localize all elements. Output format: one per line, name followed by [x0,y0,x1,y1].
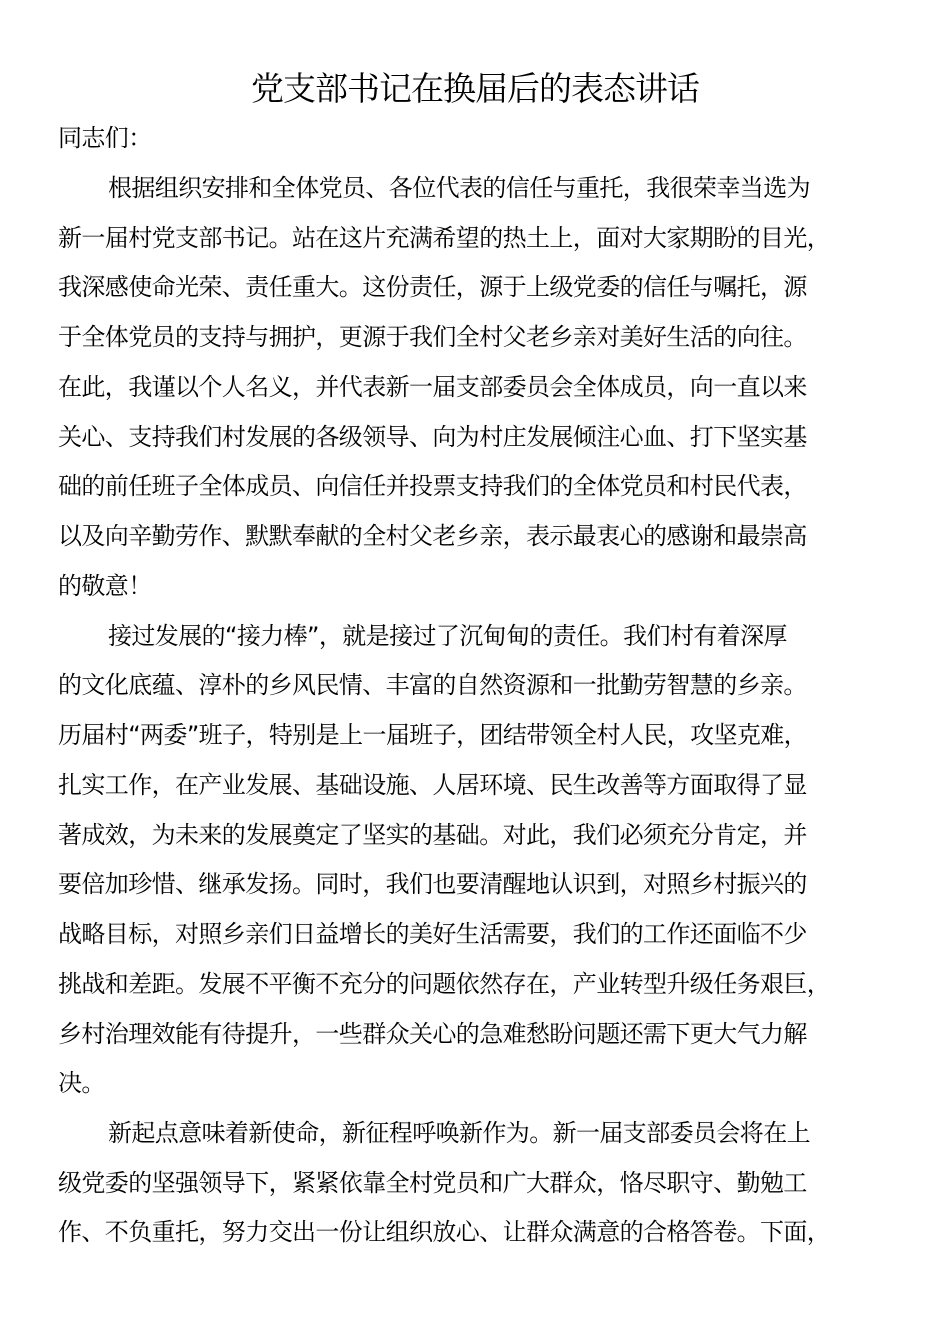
text-line: 新一届村党支部书记。站在这片充满希望的热土上，面对大家期盼的目光， [58,224,831,252]
text-line: 挑战和差距。发展不平衡不充分的问题依然存在，产业转型升级任务艰巨， [58,970,831,998]
text-line: 以及向辛勤劳作、默默奉献的全村父老乡亲，表示最衷心的感谢和最崇高 [58,522,807,550]
text-line: 作、不负重托，努力交出一份让组织放心、让群众满意的合格答卷。下面， [58,1218,831,1246]
document-title: 党支部书记在换届后的表态讲话 [251,69,699,108]
text-line: 础的前任班子全体成员、向信任并投票支持我们的全体党员和村民代表， [58,472,807,500]
text-line: 的文化底蕴、淳朴的乡风民情、丰富的自然资源和一批勤劳智慧的乡亲。 [58,671,807,699]
text-line: 战略目标，对照乡亲们日益增长的美好生活需要，我们的工作还面临不少 [58,920,807,948]
text-line: 新起点意味着新使命，新征程呼唤新作为。新一届支部委员会将在上 [108,1119,810,1147]
text-line: 要倍加珍惜、继承发扬。同时，我们也要清醒地认识到，对照乡村振兴的 [58,870,807,898]
text-line: 于全体党员的支持与拥护，更源于我们全村父老乡亲对美好生活的向往。 [58,323,807,351]
text-line: 我深感使命光荣、责任重大。这份责任，源于上级党委的信任与嘱托，源 [58,273,807,301]
text-line: 历届村“两委”班子，特别是上一届班子，团结带领全村人民，攻坚克难， [58,721,808,749]
salutation: 同志们： [58,124,152,152]
text-line: 决。 [58,1069,105,1097]
text-line: 根据组织安排和全体党员、各位代表的信任与重托，我很荣幸当选为 [108,174,810,202]
text-line: 乡村治理效能有待提升，一些群众关心的急难愁盼问题还需下更大气力解 [58,1020,807,1048]
text-line: 著成效，为未来的发展奠定了坚实的基础。对此，我们必须充分肯定，并 [58,821,807,849]
text-line: 关心、支持我们村发展的各级领导、向为村庄发展倾注心血、打下坚实基 [58,423,807,451]
text-line: 接过发展的“接力棒”，就是接过了沉甸甸的责任。我们村有着深厚 [108,622,787,650]
text-line: 在此，我谨以个人名义，并代表新一届支部委员会全体成员，向一直以来 [58,373,807,401]
text-line: 扎实工作，在产业发展、基础设施、人居环境、民生改善等方面取得了显 [58,771,807,799]
text-line: 级党委的坚强领导下，紧紧依靠全村党员和广大群众，恪尽职守、勤勉工 [58,1169,807,1197]
text-line: 的敬意！ [58,572,152,600]
